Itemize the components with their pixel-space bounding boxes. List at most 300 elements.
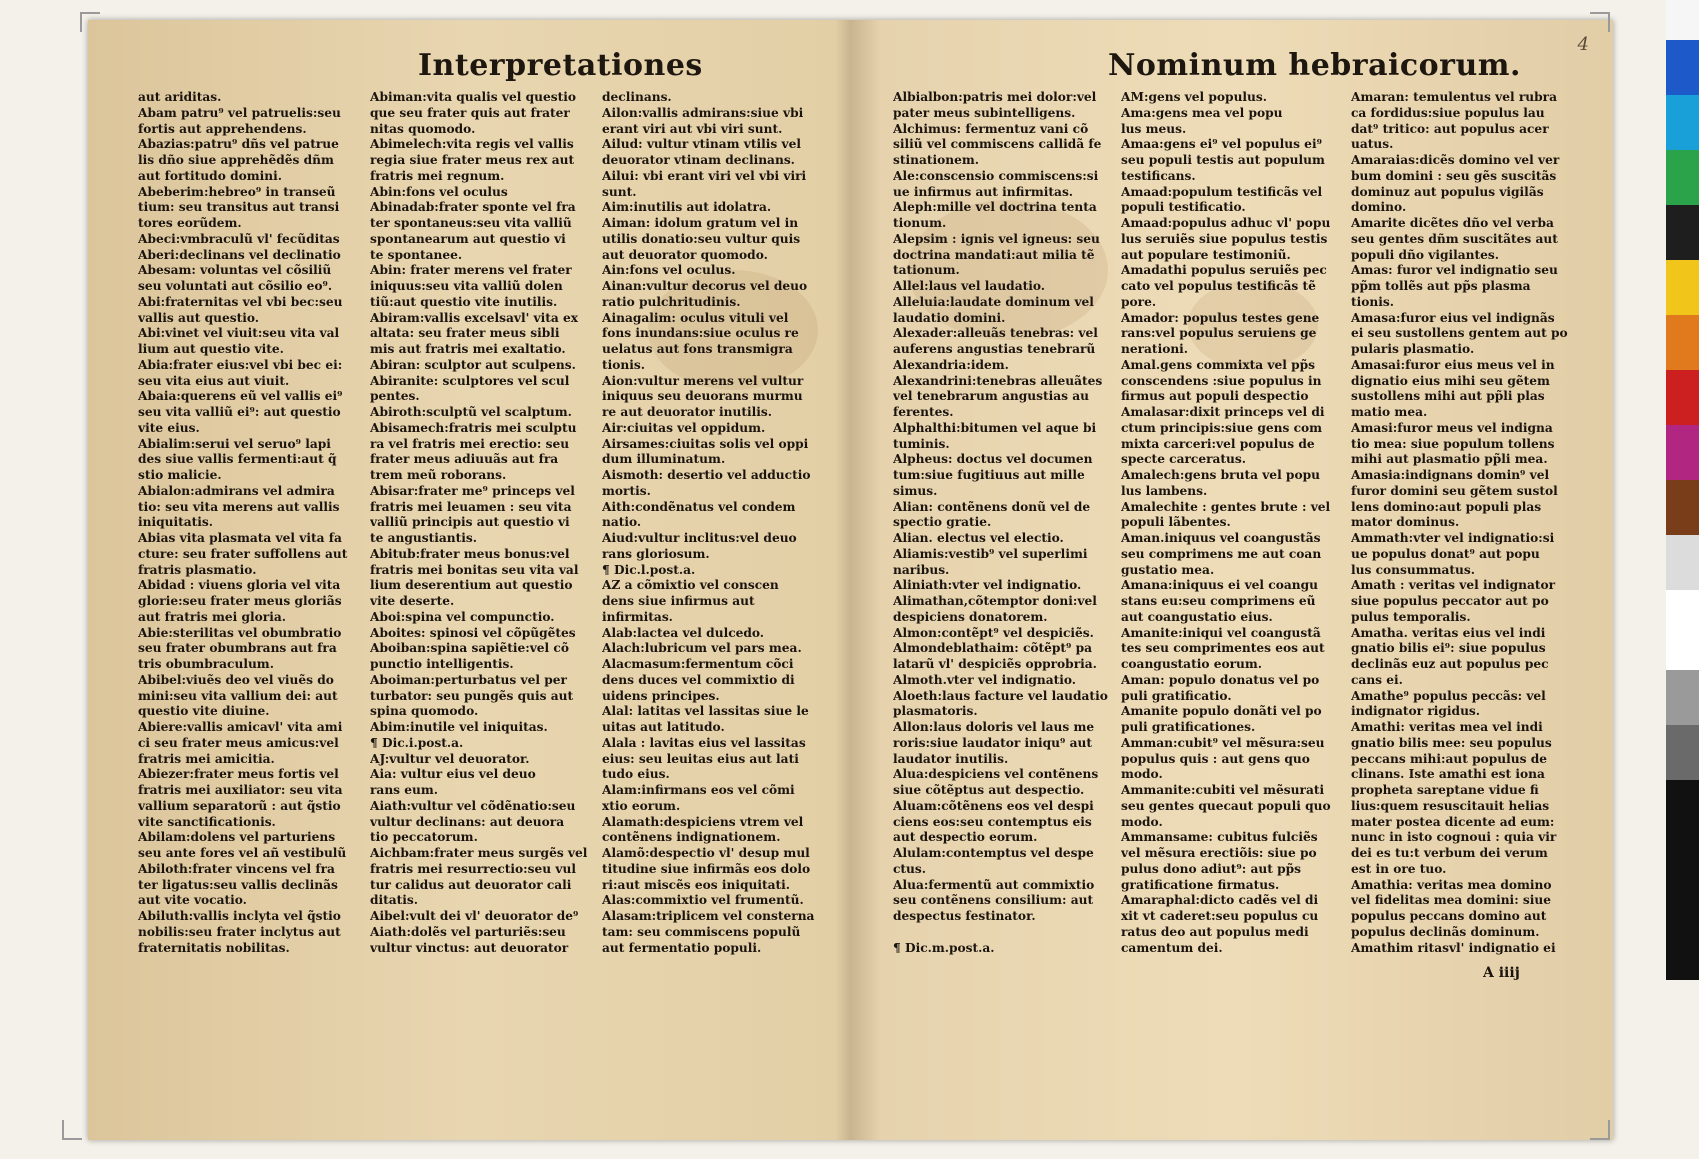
text-line: naribus. (893, 562, 950, 577)
text-line: seu vita eius aut viuit. (138, 373, 290, 388)
text-line: contẽnens indignationem. (602, 830, 781, 845)
text-line: lus consummatus. (1351, 562, 1476, 577)
text-line: spectio gratie. (893, 515, 992, 530)
text-line: Amaad:populum testificãs vel (1121, 184, 1323, 199)
text-line: Alian: contẽnens donũ vel de (893, 499, 1091, 514)
text-line: fratris mei leuamen : seu vita (370, 499, 572, 514)
text-line: rans:vel populus seruiens ge (1121, 326, 1317, 341)
text-line: te spontanee. (370, 247, 463, 262)
text-line: uelatus aut fons transmigra (602, 342, 793, 356)
text-line: frater meus adiuuãs aut fra (370, 452, 559, 467)
text-line: Amana:iniquus ei vel coangu (1121, 578, 1318, 593)
text-line: Alepsim : ignis vel igneus: seu (893, 231, 1100, 246)
text-line: gnatio bilis mee: seu populus (1351, 735, 1552, 750)
running-head: Nominum hebraicorum. (1108, 48, 1521, 83)
text-line: gnatio bilis ei⁹: siue populus (1351, 641, 1546, 656)
text-line: Amathe⁹ populus peccãs: vel (1351, 688, 1546, 703)
text-line: coangustatio eorum. (1121, 657, 1263, 671)
text-line: ca fordidus:siue populus lau (1351, 105, 1545, 120)
text-line: Abiroth:sculptũ vel scalptum. (370, 405, 572, 419)
text-line: Aloeth:laus facture vel laudatio (893, 688, 1108, 703)
text-line: spontanearum aut questio vi (370, 231, 566, 246)
text-line: Aluam:cõtẽnens eos vel despi (893, 798, 1094, 813)
text-line: Abia:frater eius:vel vbi bec ei: (138, 357, 343, 372)
text-line: questio vite diuine. (138, 704, 270, 719)
text-line: dens duces vel commixtio di (602, 672, 795, 687)
text-line: Aboiban:spina sapiẽtie:vel cõ (370, 641, 569, 656)
text-line: siliũ vel commiscens callidã fe (893, 137, 1102, 152)
text-line: modo. (1121, 814, 1163, 829)
text-line: Amanite populo donãti vel po (1121, 704, 1322, 719)
text-line: dominuz aut populus vigilãs (1351, 184, 1544, 199)
folio-number: 4 (1577, 34, 1589, 55)
text-line: tuminis. (893, 436, 950, 451)
text-line: vallis aut questio. (138, 310, 260, 325)
text-line: Abiezer:frater meus fortis vel (138, 767, 339, 782)
text-line: Abibel:viuẽs deo vel viuẽs do (138, 672, 334, 687)
text-line: ratus deo aut populus medi (1121, 924, 1309, 939)
text-line: Amalech:gens bruta vel popu (1121, 468, 1320, 482)
text-line: ciens eos:seu contemptus eis (893, 814, 1092, 829)
text-line: matio mea. (1351, 405, 1428, 419)
text-line: gratificatione firmatus. (1121, 877, 1280, 892)
text-line: uidens principes. (602, 688, 720, 703)
text-line: fortis aut apprehendens. (138, 121, 307, 136)
text-line: Abisar:frater me⁹ princeps vel (370, 483, 575, 498)
text-line: Allel:laus vel laudatio. (893, 279, 1046, 293)
text-line: seu ante fores vel añ vestibulũ (138, 846, 347, 860)
text-line: siue cõtẽptus aut despectio. (893, 783, 1085, 797)
text-line: infirmitas. (602, 609, 673, 624)
text-line: Amathi: veritas mea vel indi (1351, 720, 1543, 734)
text-line: uatus. (1351, 137, 1394, 152)
text-line: fratris mei resurrectio:seu vul (370, 861, 576, 876)
right-page (853, 20, 1613, 1140)
text-line: Aion:vultur merens vel vultur (602, 373, 804, 388)
text-line: Aman: populo donatus vel po (1121, 672, 1320, 687)
text-line: Abi:vinet vel viuit:seu vita val (138, 326, 340, 341)
text-line: pore. (1121, 294, 1157, 309)
text-line: Abiere:vallis amicavl' vita ami (138, 720, 343, 734)
text-line: Airsames:ciuitas solis vel oppi (602, 436, 809, 451)
text-line: tam: seu commiscens populũ (602, 924, 801, 939)
text-line: indignator rigidus. (1351, 704, 1481, 719)
text-line: Ale:conscensio commiscens:si (893, 168, 1099, 183)
text-line: ¶ Dic.l.post.a. (602, 562, 696, 577)
text-line: Alexader:alleuãs tenebras: vel (893, 326, 1098, 341)
text-line: vultur declinans: aut deuora (370, 814, 565, 829)
text-line: ctus. (893, 861, 927, 876)
text-line: Amaraias:dicẽs domino vel ver (1351, 153, 1560, 167)
text-line: simus. (893, 483, 938, 498)
text-line: iniquus seu deuorans murmu (602, 389, 803, 404)
text-line: sustollens mihi aut pp̃li plas (1351, 389, 1545, 404)
text-line: tudo eius. (602, 767, 670, 782)
text-line: fratris mei amicitia. (138, 751, 275, 766)
text-line: aut populare testimoniũ. (1121, 247, 1291, 262)
text-line: Alal: latitas vel lassitas siue le (602, 704, 809, 719)
text-line: Ailon:vallis admirans:siue vbi (602, 105, 804, 120)
text-line: Amman:cubit⁹ vel mẽsura:seu (1121, 735, 1325, 750)
text-line: ra vel fratris mei erectio: seu (370, 436, 570, 451)
text-line: lens domino:aut populi plas (1351, 499, 1542, 514)
text-line: vel fidelitas mea domini: siue (1351, 893, 1552, 908)
text-line: Abazias:patru⁹ dñs vel patrue (138, 137, 339, 152)
text-line: Alua:fermentũ aut commixtio (893, 877, 1095, 892)
signature-mark: A iiij (1483, 965, 1520, 981)
text-line: Ainan:vultur decorus vel deuo (602, 279, 808, 293)
text-line: tium: seu transitus aut transi (138, 200, 340, 215)
text-column (1351, 90, 1571, 956)
text-line: ue populus donat⁹ aut popu (1351, 546, 1540, 561)
text-line: mater postea dicente ad eum: (1351, 814, 1555, 829)
text-line: re aut deuorator inutilis. (602, 405, 773, 419)
text-line: populi dño vigilantes. (1351, 247, 1500, 262)
text-line: Abialon:admirans vel admira (138, 483, 335, 498)
text-line: Amasi:furor meus vel indigna (1351, 420, 1553, 435)
text-line: Amalasar:dixit princeps vel di (1121, 405, 1325, 419)
text-line: ri:aut miscẽs eos iniquitati. (602, 877, 790, 892)
text-line: Abimelech:vita regis vel vallis (370, 137, 574, 152)
text-line: Abiman:vita qualis vel questio (370, 90, 576, 104)
text-line: Aia: vultur eius vel deuo (370, 767, 536, 782)
text-line: dum illuminatum. (602, 452, 726, 467)
text-line: Amalechite : gentes brute : vel (1121, 499, 1331, 514)
text-line: lium aut questio vite. (138, 342, 284, 356)
text-line: Alleluia:laudate dominum vel (893, 294, 1094, 309)
book-spread (88, 20, 1613, 1140)
text-line: aut ariditas. (138, 90, 222, 104)
text-line: tur calidus aut deuorator cali (370, 877, 572, 892)
text-line: Amaa:gens ei⁹ vel populus ei⁹ (1121, 137, 1322, 152)
text-line: rans gloriosum. (602, 546, 710, 561)
text-line: Allon:laus doloris vel laus me (893, 720, 1095, 734)
text-line: peccans mihi:aut populus de (1351, 751, 1548, 766)
text-line: tris obumbraculum. (138, 657, 274, 671)
text-line: regia siue frater meus rex aut (370, 153, 575, 167)
text-line: Ammath:vter vel indignatio:si (1351, 531, 1555, 545)
text-line: Aliamis:vestib⁹ vel superlimi (893, 546, 1088, 561)
crop-mark (80, 12, 100, 32)
text-line: natio. (602, 515, 642, 530)
text-line: ue infirmus aut infirmitas. (893, 184, 1074, 199)
text-line: populus peccans domino aut (1351, 909, 1547, 923)
text-line: nerationi. (1121, 342, 1189, 356)
text-line: dat⁹ tritico: aut populus acer (1351, 121, 1549, 136)
text-column (138, 90, 358, 956)
text-line: turbator: seu pungẽs quis aut (370, 688, 574, 703)
text-line: tionum. (893, 216, 947, 230)
text-line: Amadathi populus seruiẽs pec (1121, 263, 1327, 278)
text-line: ter ligatus:seu vallis declinãs (138, 877, 338, 892)
text-line: Aboi:spina vel compunctio. (370, 609, 555, 624)
text-line: Ammansame: cubitus fulciẽs (1121, 830, 1318, 845)
text-line: AM:gens vel populus. (1121, 90, 1268, 104)
text-line: cato vel populus testificãs tẽ (1121, 279, 1316, 293)
text-line: populi lãbentes. (1121, 515, 1231, 530)
text-line: mator dominus. (1351, 515, 1460, 530)
text-line: Almoth.vter vel indignatio. (893, 672, 1077, 687)
text-line: populi testificatio. (1121, 200, 1246, 215)
text-line: cture: seu frater suffollens aut (138, 546, 348, 561)
text-line: glorie:seu frater meus gloriãs (138, 594, 342, 608)
text-line: Ama:gens mea vel popu (1121, 105, 1283, 120)
text-line: Amasa:furor eius vel indignãs (1351, 310, 1555, 325)
text-line: Abaia:querens eũ vel vallis ei⁹ (138, 389, 343, 404)
text-line: tiũ:aut questio vite inutilis. (370, 294, 558, 309)
text-line: aut vite vocatio. (138, 893, 247, 908)
text-line: seu gentes dñm suscitãtes aut (1351, 231, 1558, 246)
text-line: Abin: frater merens vel frater (370, 263, 572, 278)
text-line: Abam patru⁹ vel patruelis:seu (138, 105, 341, 120)
text-line: Aith:condẽnatus vel condem (602, 499, 796, 514)
text-line: Amanite:iniqui vel coangustã (1121, 625, 1321, 640)
text-line: pp̃m tollẽs aut pp̃s plasma (1351, 279, 1531, 293)
text-line: Abias vita plasmata vel vita fa (138, 531, 342, 545)
text-line: Abialim:serui vel seruo⁹ lapi (138, 436, 331, 451)
text-line: Aleph:mille vel doctrina tenta (893, 200, 1097, 215)
text-line: declinans. (602, 90, 672, 104)
text-line: Amaran: temulentus vel rubra (1351, 90, 1557, 104)
text-line: Alala : lavitas eius vel lassitas (602, 735, 806, 750)
text-line: Alchimus: fermentuz vani cõ (893, 121, 1089, 136)
text-line: doctrina mandati:aut milia tẽ (893, 247, 1095, 262)
text-line: stinationem. (893, 153, 980, 167)
text-line: Alpheus: doctus vel documen (893, 452, 1093, 467)
text-line: mis aut fratris mei exaltatio. (370, 342, 566, 356)
text-line: ter spontaneus:seu vita valliũ (370, 216, 572, 230)
text-line: Amas: furor vel indignatio seu (1351, 263, 1558, 278)
text-line: Abin:fons vel oculus (370, 184, 508, 199)
text-line: pulus dono adiut⁹: aut pp̃s (1121, 861, 1302, 876)
text-line: Abidad : viuens gloria vel vita (138, 578, 341, 593)
text-line: nunc in isto cognoui : quia vir (1351, 830, 1557, 845)
text-line: pater meus subintelligens. (893, 105, 1076, 120)
text-line: Aboiman:perturbatus vel per (370, 672, 567, 687)
text-line: laudatio domini. (893, 310, 1006, 325)
text-line: pentes. (370, 389, 420, 404)
text-line: Alach:lubricum vel pars mea. (602, 641, 802, 656)
text-line: populus declinãs dominum. (1351, 924, 1540, 939)
text-line: pularis plasmatio. (1351, 342, 1475, 356)
text-line: Amador: populus testes gene (1121, 310, 1320, 325)
text-line: camentum dei. (1121, 940, 1223, 955)
text-line: domino. (1351, 200, 1407, 215)
text-line: eius: seu leuitas eius aut lati (602, 751, 799, 766)
color-calibration-strip (1666, 0, 1699, 1159)
text-line: fratris mei regnum. (370, 168, 505, 183)
text-line: dei es tu:t verbum dei verum (1351, 846, 1548, 860)
text-line: Alas:commixtio vel frumentũ. (602, 893, 804, 908)
text-line: Abisamech:fratris mei sculptu (370, 420, 577, 435)
text-line: vel tenebrarum angustias au (893, 389, 1089, 404)
text-line: Amathia: veritas mea domino (1351, 877, 1552, 892)
text-line: Aiman: idolum gratum vel in (602, 216, 799, 230)
text-line: Abinadab:frater sponte vel fra (370, 200, 576, 215)
text-line: vel mẽsura erectiõis: siue po (1121, 846, 1317, 860)
text-line: aut fermentatio populi. (602, 940, 762, 955)
text-line: spina quomodo. (370, 704, 479, 719)
text-line: vite eius. (138, 420, 200, 435)
text-line: plasmatoris. (893, 704, 978, 719)
text-line: ei seu sustollens gentem aut po (1351, 326, 1568, 341)
text-line: iniquus:seu vita valliũ dolen (370, 279, 563, 293)
text-line: ratio pulchritudinis. (602, 294, 741, 309)
text-line: bum domini : seu gẽs suscitãs (1351, 168, 1557, 183)
text-line: Aberi:declinans vel declinatio (138, 247, 341, 262)
text-line: AZ a cõmixtio vel conscen (602, 578, 779, 593)
text-line: Ammanite:cubiti vel mẽsurati (1121, 783, 1325, 797)
text-line: aut fortitudo domini. (138, 168, 282, 183)
text-line: specte carceratus. (1121, 452, 1247, 467)
text-line: Amathim ritasvl' indignatio ei (1351, 940, 1556, 955)
text-line: aut coangustatio eius. (1121, 609, 1273, 624)
text-line: Albialbon:patris mei dolor:vel (893, 90, 1097, 104)
text-line: Abi:fraternitas vel vbi bec:seu (138, 294, 343, 309)
text-line: seu comprimens me aut coan (1121, 546, 1322, 561)
text-line: declinãs euz aut populus pec (1351, 657, 1549, 671)
text-line: Aichbam:frater meus surgẽs vel (370, 846, 588, 860)
text-line: seu populi testis aut populum (1121, 153, 1325, 167)
text-line: Amasia:indignans domin⁹ vel (1351, 468, 1550, 482)
text-line: deuorator vtinam declinans. (602, 153, 795, 167)
text-line: auferens angustias tenebrarũ (893, 342, 1096, 356)
text-line: vite deserte. (370, 594, 455, 608)
text-line: mixta carceri:vel populus de (1121, 436, 1315, 451)
text-line: aut fratris mei gloria. (138, 609, 286, 624)
text-line: Abiranite: sculptores vel scul (370, 373, 570, 388)
text-line: Amarite dicẽtes dño vel verba (1351, 216, 1554, 230)
text-line: latarũ vl' despiciẽs opprobria. (893, 657, 1097, 671)
text-line: tes seu comprimentes eos aut (1121, 641, 1325, 656)
text-line: xtio eorum. (602, 798, 681, 813)
text-line: Abie:sterilitas vel obumbratio (138, 625, 342, 640)
text-line: Amaraphal:dicto cadẽs vel di (1121, 893, 1319, 908)
text-line: aut despectio eorum. (893, 830, 1038, 845)
text-line: mortis. (602, 483, 651, 498)
text-line: Alam:infirmans eos vel cõmi (602, 783, 795, 797)
text-line: Abiloth:frater vincens vel fra (138, 861, 335, 876)
text-line: cans ei. (1351, 672, 1403, 687)
text-line: Alamath:despiciens vtrem vel (602, 814, 804, 829)
text-line: tio peccatorum. (370, 830, 478, 845)
text-line: populus quis : aut gens quo (1121, 751, 1310, 766)
text-line: punctio intelligentis. (370, 657, 514, 671)
text-line: altata: seu frater meus sibli (370, 326, 560, 341)
text-line: seu contẽnens consilium: aut (893, 893, 1094, 908)
text-line: tionis. (602, 357, 645, 372)
text-line: Amath : veritas vel indignator (1351, 578, 1556, 593)
text-line: lius:quem resuscitauit helias (1351, 798, 1550, 813)
text-line: erant viri aut vbi viri sunt. (602, 121, 783, 136)
text-line: clinans. Iste amathi est iona (1351, 767, 1545, 782)
text-line: seu gentes quecaut populi quo (1121, 798, 1331, 813)
text-line: ci seu frater meus amicus:vel (138, 735, 339, 750)
text-line: lus meus. (1121, 121, 1187, 136)
text-line: lis dño siue apprehẽdẽs dñm (138, 153, 334, 167)
text-line: Alimathan,cõtemptor doni:vel (893, 594, 1097, 608)
text-line: Alacmasum:fermentum cõci (602, 657, 794, 671)
text-line: despiciens donatorem. (893, 609, 1048, 624)
text-line: Ain:fons vel oculus. (602, 263, 736, 278)
text-line: Almon:contẽpt⁹ vel despiciẽs. (893, 625, 1094, 640)
text-line: Aismoth: desertio vel adductio (602, 468, 811, 482)
text-column (1121, 90, 1341, 956)
text-line: Aliniath:vter vel indignatio. (893, 578, 1082, 593)
text-line: Abeberim:hebreo⁹ in transeũ (138, 184, 336, 199)
left-page (88, 20, 848, 1140)
text-line: tio: seu vita merens aut vallis (138, 499, 340, 514)
text-column (370, 90, 590, 956)
text-line: Alian. electus vel electio. (893, 531, 1064, 545)
text-line: Ailud: vultur vtinam vtilis vel (602, 137, 801, 152)
text-line: Aibel:vult dei vl' deuorator de⁹ (370, 909, 579, 923)
crop-mark (1590, 1120, 1610, 1140)
text-line: vallium separatorũ : aut q̃stio (138, 798, 341, 813)
text-line: conscendens :siue populus in (1121, 373, 1322, 388)
text-line: vultur vinctus: aut deuorator (370, 940, 569, 955)
text-line: furor domini seu gẽtem sustol (1351, 483, 1558, 498)
crop-mark (62, 1120, 82, 1140)
text-line: propheta sareptane vidue fi (1351, 783, 1539, 797)
text-line: laudator inutilis. (893, 751, 1009, 766)
text-line: dens siue infirmus aut (602, 594, 755, 608)
text-line: tio mea: siue populum tollens (1351, 436, 1555, 451)
text-line: Abiram:vallis excelsavl' vita ex (370, 310, 579, 325)
crop-mark (1590, 12, 1610, 32)
text-line: ¶ Dic.m.post.a. (893, 940, 995, 955)
text-line: ¶ Dic.i.post.a. (370, 735, 464, 750)
text-line: ditatis. (370, 893, 419, 908)
text-line: Alulam:contemptus vel despe (893, 846, 1094, 860)
text-line: stio malicie. (138, 468, 222, 482)
text-line: uitas aut latitudo. (602, 720, 725, 734)
text-line: tores eorũdem. (138, 216, 242, 230)
text-line: gustatio mea. (1121, 562, 1215, 577)
text-line: Abitub:frater meus bonus:vel (370, 546, 570, 561)
text-line: fratris mei auxiliator: seu vita (138, 783, 343, 797)
text-line: Alexandria:idem. (893, 357, 1009, 372)
text-line: titudine siue infirmãs eos dolo (602, 861, 811, 876)
text-line: nitas quomodo. (370, 121, 476, 136)
text-line: aut deuorator quomodo. (602, 247, 768, 262)
text-line: dignatio eius mihi seu gẽtem (1351, 373, 1550, 388)
text-line: siue populus peccator aut po (1351, 594, 1549, 608)
text-line: est in ore tuo. (1351, 861, 1447, 876)
text-line: Abim:inutile vel iniquitas. (370, 720, 548, 734)
text-line: Aiath:dolẽs vel parturiẽs:seu (370, 924, 566, 939)
text-line: stans eu:seu comprimens eũ (1121, 594, 1316, 608)
text-line: seu voluntati aut cõsilio eo⁹. (138, 279, 333, 293)
text-line: Amatha. veritas eius vel indi (1351, 625, 1546, 640)
text-line: puli gratificationes. (1121, 720, 1256, 734)
text-line: Alab:lactea vel dulcedo. (602, 625, 765, 640)
text-column (893, 90, 1113, 956)
text-line: Alasam:triplicem vel consterna (602, 909, 815, 923)
text-line: seu vita valliũ ei⁹: aut questio (138, 405, 341, 419)
text-line: tum:siue fugitiuus aut mille (893, 468, 1085, 482)
text-line: Alexandrini:tenebras alleuãtes (893, 373, 1103, 388)
text-line: Alphalthi:bitumen vel aque bi (893, 420, 1097, 435)
text-line: firmus aut populi despectio (1121, 389, 1309, 404)
text-line: tationum. (893, 263, 960, 278)
text-line: Alua:despiciens vel contẽnens (893, 767, 1099, 782)
text-line: Aiath:vultur vel cõdẽnatio:seu (370, 798, 576, 813)
text-line: des siue vallis fermenti:aut q̃ (138, 452, 337, 467)
text-line: que seu frater quis aut frater (370, 105, 570, 120)
text-line: Abesam: voluntas vel cõsiliũ (138, 263, 332, 278)
text-line: modo. (1121, 767, 1163, 782)
